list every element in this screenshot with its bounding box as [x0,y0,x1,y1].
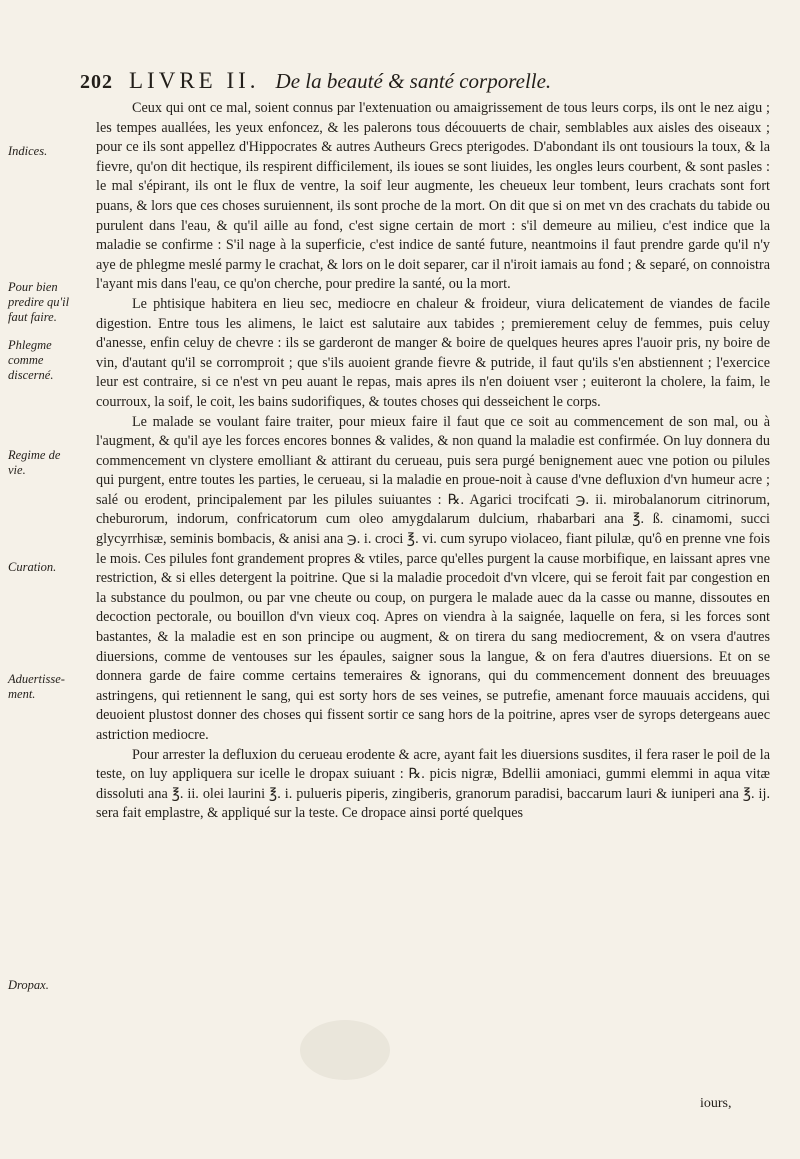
main-text [96,99,770,824]
paragraph: Pour arrester la defluxion du cerueau erodente & acre, ayant fait les diuersions susdites, il fera raser le poil de la teste, on luy appliquera sur icelle le dropax suiuant : ℞. picis nigræ, Bdellii amoniaci, gummi elemmi in aqua vitæ dissoluti ana ℥. ii. olei laurini ℥. i. pulueris piperis, zingiberis, granorum paradisi, baccarum lauri & iuniperi ana ℥. ij. sera fait emplastre, & appliqué sur la teste. Ce dropace ainsi porté quelques [96,746,770,822]
running-header [80,68,770,94]
margin-note-aduertissement: Aduertisse-ment. [8,672,65,701]
book-number: LIVRE II. [129,68,260,93]
margin-note-indices: Indices. [8,144,48,158]
margin-note-regime: Regime de vie. [8,448,61,477]
margin-note-predire: Pour bien predire qu'il faut faire. [8,280,70,324]
page-number: 202 [80,71,113,93]
catchword: iours, [700,1096,732,1111]
margin-note-phlegme: Phlegme comme discerné. [8,338,54,382]
margin-note-curation: Curation. [8,560,57,574]
paragraph: Le malade se voulant faire traiter, pour mieux faire il faut que ce soit au commencement de son mal, ou à l'augment, & qu'il aye les forces encores bonnes & valides, & non quand la maladie est confirmée. On luy donnera du commencement vn clystere emolliant & attirant du cerueau, puis sera purgé benignement auec vne potion ou pilules qui purgent, entre toutes les parties, le cerueau, si la maladie en proue-noit à cause d'vne defluxion d'vn humeur acre ; salé ou erodent, principalement par les pilules suiuantes : ℞. Agarici trocifcati ℈. ii. mirobalanorum citrinorum, cheburorum, indorum, confricatorum cum oleo amygdalarum dulcium, rhabarbari ana ℥. ß. cinamomi, succi glycyrrhisæ, seminis bombacis, & anisi ana ℈. i. croci ℥. vi. cum syrupo violaceo, fiant pilulæ, qu'ô en prenne vne fois le mois. Ces pilules font grandement propres & vtiles, parce qu'elles purgent la cause morbifique, en laissant apres vne restriction, & si elles detergent la poitrine. Que si la maladie procedoit d'vn vlcere, qui se feroit fait par congestion en la substance du poulmon, ou par vne cheute ou coup, on purgera le malade auec da la casse ou manne, dissoutes en decoction pectorale, ou bouillon d'vn vieux coq. Apres on viendra à la saignée, laquelle on fera, si les forces sont bastantes, & la maladie est en son principe ou augment, & on tirera du sang mediocrement, & on vsera d'autres diuersions, comme de ventouses sur les épaules, saigner sous la langue, & on fera d'autres diuersions. Et on se donnera garde de faire comme certains temeraires & ignorans, qui du commencement donnent des breuuages astringens, qui retiennent le sang, qui est sorty hors de ses veines, se putrefie, amenant force mauuais accidens, qui deuoient plustost donner des choses qui fissent sortir ce sang hors de la poitrine, apres vser de syrops detergeans auec astriction mediocre. [96,413,770,743]
paragraph: Ceux qui ont ce mal, soient connus par l'extenuation ou amaigrissement de tous leurs corps, ils ont le nez aigu ; les tempes auallées, les yeux enfoncez, & les palerons tous découuerts de chair, semblables aux aisles des oiseaux ; pour ce ils sont appellez d'Hippocrates & autres Autheurs Grecs pterigodes. D'abondant ils ont tousiours la toux, & la fievre, qu'on dit hectique, ils respirent difficilement, ils ioues se sont liuides, les ongles leurs courbent, & sont pasles : le mal s'épirant, ils ont le flux de ventre, la soif leur augmente, les cheueux leur tombent, leurs crachats sont fort puans, & lors que ces choses suruiennent, ils sont proche de la mort. On dit que si on met vn des crachats du tabide ou purulent dans l'eau, & qu'il aille au fond, c'est signe certain de mort : s'il demeure au milieu, c'est indice que la maladie se confirme : S'il nage à la superficie, c'est indice de santé future, neantmoins il faut prendre garde qu'il n'y aye de phlegme meslé parmy le crachat, & lors on le doit separer, car il n'iroit iamais au fond ; & separé, on connoistra l'ayant mis dans l'eau, ce qu'on cherche, pour predire la santé, ou la mort. [96,100,770,293]
paragraph: Le phtisique habitera en lieu sec, mediocre en chaleur & froideur, viura delicatement de viandes de facile digestion. Entre tous les alimens, le laict est salutaire aux tabides ; premierement celuy de femmes, puis celuy d'anesse, enfin celuy de chevre : ils se garderont de manger & boire de quelques heures apres l'auoir pris, ny boire de vin, d'autant qu'il se corromproit ; que s'ils auoient grande fievre & putride, il faut qu'ils s'en abstiennent ; l'exercice leur est contraire, si ce n'est vn peu auant le repas, mais apres ils n'en doiuent vser ; euiteront la cholere, la faim, le courroux, la soif, le coit, les bains sudorifiques, & toutes choses qui desseichent le corps. [96,295,770,410]
paper-stain [300,1020,390,1080]
running-title: De la beauté & santé corporelle. [275,69,552,93]
margin-note-dropax: Dropax. [8,978,49,992]
